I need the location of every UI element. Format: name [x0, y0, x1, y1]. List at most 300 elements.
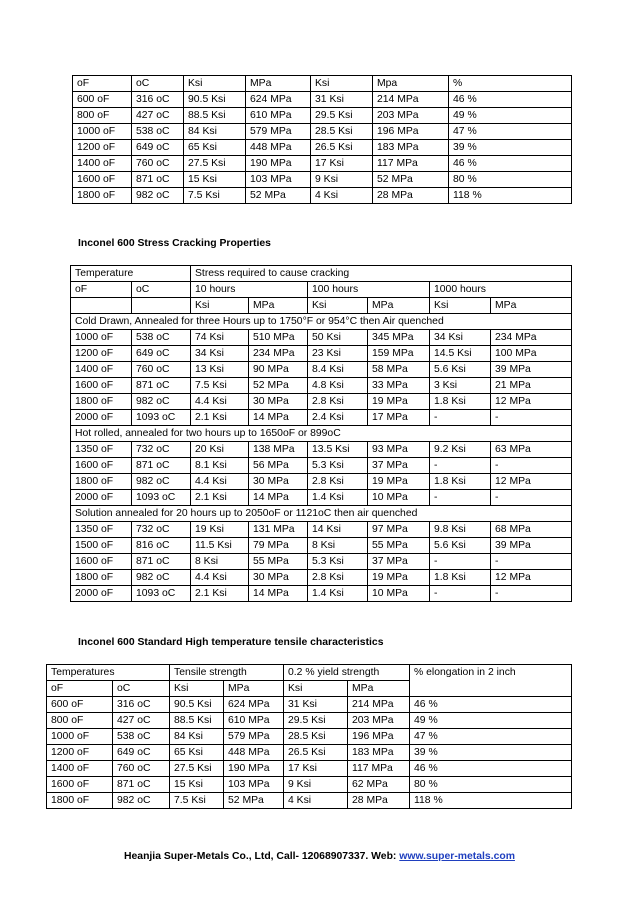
table-cell: 1800 oF [47, 793, 113, 809]
table-cell: - [430, 458, 491, 474]
table-cell: 17 Ksi [284, 761, 348, 777]
tensile-heading: Inconel 600 Standard High temperature tensile characteristics [78, 637, 384, 648]
properties-table-body [73, 76, 572, 204]
table-cell: 2000 oF [71, 490, 132, 506]
table-cell: 88.5 Ksi [184, 108, 246, 124]
table-cell: 10 MPa [368, 586, 430, 602]
table-cell: 1093 oC [132, 410, 191, 426]
table-cell: 31 Ksi [311, 92, 373, 108]
table-cell: 74 Ksi [191, 330, 249, 346]
table-cell: 4.4 Ksi [191, 394, 249, 410]
table-cell: 732 oC [132, 442, 191, 458]
of-header: oF [71, 282, 132, 298]
table-cell: 118 % [449, 188, 572, 204]
table-cell: 1200 oF [73, 140, 132, 156]
table-row [71, 442, 572, 458]
stress-cracking-heading: Inconel 600 Stress Cracking Properties [78, 238, 271, 249]
table-cell: 14 MPa [249, 586, 308, 602]
table-cell: 28.5 Ksi [284, 729, 348, 745]
unit-cell: MPa [368, 298, 430, 314]
table-cell: 56 MPa [249, 458, 308, 474]
table-cell: 1400 oF [47, 761, 113, 777]
table-cell: 5.6 Ksi [430, 362, 491, 378]
table-row [71, 522, 572, 538]
table-cell: 26.5 Ksi [284, 745, 348, 761]
table-cell: 1093 oC [132, 586, 191, 602]
table-cell: 62 MPa [348, 777, 410, 793]
unit-cell: Ksi [191, 298, 249, 314]
table-cell: - [491, 490, 572, 506]
table-row [71, 458, 572, 474]
table-cell: 11.5 Ksi [191, 538, 249, 554]
stress-header: Stress required to cause cracking [191, 266, 572, 282]
table-cell: 7.5 Ksi [170, 793, 224, 809]
table-cell: 14 Ksi [308, 522, 368, 538]
table-cell: 760 oC [132, 362, 191, 378]
table-cell: 8 Ksi [308, 538, 368, 554]
table-row [71, 394, 572, 410]
table-cell: 538 oC [132, 124, 184, 140]
table-cell: 19 MPa [368, 474, 430, 490]
table-cell: 10 MPa [368, 490, 430, 506]
table-cell: 4.4 Ksi [191, 474, 249, 490]
table-cell: 33 MPa [368, 378, 430, 394]
table-row [47, 793, 572, 809]
table-cell: 14 MPa [249, 490, 308, 506]
table-row [73, 92, 572, 108]
table-cell: 4 Ksi [311, 188, 373, 204]
unit-cell: oF [47, 681, 113, 697]
table-cell: 316 oC [113, 697, 170, 713]
table-cell: 1800 oF [73, 188, 132, 204]
table-cell: 1093 oC [132, 490, 191, 506]
table-row [73, 188, 572, 204]
table-cell: - [491, 410, 572, 426]
table-cell: 19 Ksi [191, 522, 249, 538]
table-row [71, 474, 572, 490]
table-cell: 50 Ksi [308, 330, 368, 346]
table-cell: 46 % [410, 697, 572, 713]
table-cell: 84 Ksi [170, 729, 224, 745]
h100-header: 100 hours [308, 282, 430, 298]
table-cell: 1.4 Ksi [308, 490, 368, 506]
table-cell: 196 MPa [373, 124, 449, 140]
header-cell: Mpa [373, 76, 449, 92]
table-cell: 19 MPa [368, 570, 430, 586]
table-cell: 203 MPa [373, 108, 449, 124]
unit-cell: MPa [348, 681, 410, 697]
table-cell: 1600 oF [71, 378, 132, 394]
table-cell: - [430, 586, 491, 602]
table-cell: 14.5 Ksi [430, 346, 491, 362]
temperatures-header: Temperatures [47, 665, 170, 681]
unit-cell: Ksi [430, 298, 491, 314]
table-cell: 649 oC [113, 745, 170, 761]
table-row [71, 490, 572, 506]
table-cell: 1600 oF [71, 458, 132, 474]
table-header-row [71, 266, 572, 282]
table-cell: 63 MPa [491, 442, 572, 458]
empty-cell [132, 298, 191, 314]
table-cell: 80 % [410, 777, 572, 793]
table-row [71, 538, 572, 554]
table-cell: 203 MPa [348, 713, 410, 729]
table-cell: 234 MPa [491, 330, 572, 346]
table-cell: 100 MPa [491, 346, 572, 362]
table-row [73, 172, 572, 188]
table-cell: 2.8 Ksi [308, 570, 368, 586]
table-header-row [71, 282, 572, 298]
table-cell: 26.5 Ksi [311, 140, 373, 156]
table-cell: 871 oC [132, 554, 191, 570]
group-title: Hot rolled, annealed for two hours up to 1650oF or 899oC [71, 426, 572, 442]
table-cell: 7.5 Ksi [184, 188, 246, 204]
table-cell: 12 MPa [491, 474, 572, 490]
table-cell: 79 MPa [249, 538, 308, 554]
table-cell: 982 oC [132, 474, 191, 490]
properties-table [72, 75, 572, 204]
table-cell: 23 Ksi [308, 346, 368, 362]
table-cell: 2.8 Ksi [308, 394, 368, 410]
group-title: Solution annealed for 20 hours up to 2050oF or 1121oC then air quenched [71, 506, 572, 522]
table-cell: 28.5 Ksi [311, 124, 373, 140]
table-cell: 1600 oF [71, 554, 132, 570]
table-cell: 65 Ksi [170, 745, 224, 761]
table-cell: 760 oC [113, 761, 170, 777]
table-cell: 1800 oF [71, 570, 132, 586]
table-cell: - [491, 554, 572, 570]
website-link[interactable]: www.super-metals.com [399, 851, 515, 862]
table-cell: 1200 oF [71, 346, 132, 362]
oc-header: oC [132, 282, 191, 298]
table-cell: 8.1 Ksi [191, 458, 249, 474]
table-cell: - [430, 554, 491, 570]
table-cell: 190 MPa [224, 761, 284, 777]
table-cell: 15 Ksi [184, 172, 246, 188]
table-cell: 39 MPa [491, 538, 572, 554]
footer [0, 851, 639, 862]
unit-cell: MPa [249, 298, 308, 314]
table-cell: 117 MPa [373, 156, 449, 172]
table-cell: 52 MPa [373, 172, 449, 188]
table-cell: 345 MPa [368, 330, 430, 346]
table-cell: 183 MPa [373, 140, 449, 156]
table-cell: 1350 oF [71, 522, 132, 538]
table-row [73, 156, 572, 172]
table-cell: 624 MPa [224, 697, 284, 713]
stress-cracking-table-body [71, 266, 572, 602]
table-row [71, 378, 572, 394]
table-row [47, 777, 572, 793]
table-cell: 55 MPa [249, 554, 308, 570]
table-cell: - [430, 410, 491, 426]
table-cell: 649 oC [132, 346, 191, 362]
table-cell: 4 Ksi [284, 793, 348, 809]
table-cell: 1.8 Ksi [430, 570, 491, 586]
header-cell: oC [132, 76, 184, 92]
table-cell: 871 oC [132, 458, 191, 474]
table-cell: 816 oC [132, 538, 191, 554]
table-cell: 80 % [449, 172, 572, 188]
table-cell: 27.5 Ksi [184, 156, 246, 172]
table-cell: 27.5 Ksi [170, 761, 224, 777]
table-cell: 760 oC [132, 156, 184, 172]
footer-text: Heanjia Super-Metals Co., Ltd, Call- 12068907337. Web: [124, 851, 400, 862]
table-cell: 2.8 Ksi [308, 474, 368, 490]
table-cell: 1.4 Ksi [308, 586, 368, 602]
table-cell: 13 Ksi [191, 362, 249, 378]
table-cell: 1350 oF [71, 442, 132, 458]
group-title: Cold Drawn, Annealed for three Hours up to 1750°F or 954°C then Air quenched [71, 314, 572, 330]
table-cell: 28 MPa [348, 793, 410, 809]
table-cell: 46 % [410, 761, 572, 777]
yield-strength-header: 0.2 % yield strength [284, 665, 410, 681]
table-cell: 12 MPa [491, 394, 572, 410]
table-cell: 1.8 Ksi [430, 394, 491, 410]
table-cell: 5.3 Ksi [308, 554, 368, 570]
table-row [73, 108, 572, 124]
table-cell: 159 MPa [368, 346, 430, 362]
table-cell: 9.8 Ksi [430, 522, 491, 538]
table-cell: 1400 oF [71, 362, 132, 378]
table-cell: 39 MPa [491, 362, 572, 378]
table-cell: 49 % [449, 108, 572, 124]
table-cell: 196 MPa [348, 729, 410, 745]
table-cell: 510 MPa [249, 330, 308, 346]
table-cell: 1800 oF [71, 394, 132, 410]
table-cell: 39 % [449, 140, 572, 156]
table-row [71, 570, 572, 586]
table-cell: 1000 oF [71, 330, 132, 346]
table-cell: 49 % [410, 713, 572, 729]
table-cell: 600 oF [73, 92, 132, 108]
table-header-row [73, 76, 572, 92]
table-cell: 90.5 Ksi [170, 697, 224, 713]
table-cell: 103 MPa [224, 777, 284, 793]
header-cell: Ksi [311, 76, 373, 92]
table-cell: 9.2 Ksi [430, 442, 491, 458]
table-cell: 30 MPa [249, 570, 308, 586]
table-row [73, 124, 572, 140]
table-cell: 15 Ksi [170, 777, 224, 793]
table-cell: 2.1 Ksi [191, 490, 249, 506]
table-cell: 2000 oF [71, 586, 132, 602]
h10-header: 10 hours [191, 282, 308, 298]
table-cell: 9 Ksi [284, 777, 348, 793]
header-cell: MPa [246, 76, 311, 92]
table-cell: 1400 oF [73, 156, 132, 172]
tensile-table-body [47, 665, 572, 809]
table-cell: 214 MPa [348, 697, 410, 713]
table-cell: 88.5 Ksi [170, 713, 224, 729]
table-cell: 610 MPa [224, 713, 284, 729]
table-cell: 538 oC [113, 729, 170, 745]
unit-cell: Ksi [284, 681, 348, 697]
table-cell: 46 % [449, 92, 572, 108]
h1000-header: 1000 hours [430, 282, 572, 298]
table-cell: 732 oC [132, 522, 191, 538]
table-row [71, 554, 572, 570]
table-row [47, 761, 572, 777]
tensile-strength-header: Tensile strength [170, 665, 284, 681]
table-cell: 52 MPa [249, 378, 308, 394]
header-cell: % [449, 76, 572, 92]
table-cell: 600 oF [47, 697, 113, 713]
table-cell: 982 oC [132, 570, 191, 586]
table-cell: 55 MPa [368, 538, 430, 554]
table-cell: 68 MPa [491, 522, 572, 538]
table-row [71, 330, 572, 346]
table-cell: 29.5 Ksi [284, 713, 348, 729]
table-cell: 183 MPa [348, 745, 410, 761]
table-cell: 90 MPa [249, 362, 308, 378]
table-cell: 1500 oF [71, 538, 132, 554]
table-cell: 97 MPa [368, 522, 430, 538]
table-row [71, 362, 572, 378]
table-cell: 47 % [410, 729, 572, 745]
table-cell: 20 Ksi [191, 442, 249, 458]
table-cell: 871 oC [132, 378, 191, 394]
table-cell: 2000 oF [71, 410, 132, 426]
table-row [71, 586, 572, 602]
table-cell: 2.4 Ksi [308, 410, 368, 426]
table-cell: 29.5 Ksi [311, 108, 373, 124]
table-cell: 93 MPa [368, 442, 430, 458]
table-cell: 1600 oF [73, 172, 132, 188]
table-cell: 982 oC [132, 394, 191, 410]
table-cell: 871 oC [132, 172, 184, 188]
table-cell: 427 oC [132, 108, 184, 124]
table-cell: 138 MPa [249, 442, 308, 458]
table-cell: 14 MPa [249, 410, 308, 426]
table-row [71, 410, 572, 426]
table-cell: 131 MPa [249, 522, 308, 538]
table-header-row [71, 298, 572, 314]
table-cell: 448 MPa [246, 140, 311, 156]
table-cell: 800 oF [47, 713, 113, 729]
tensile-table [46, 664, 572, 809]
table-row [73, 140, 572, 156]
table-cell: 37 MPa [368, 554, 430, 570]
table-cell: 1200 oF [47, 745, 113, 761]
table-cell: 316 oC [132, 92, 184, 108]
table-row [47, 697, 572, 713]
table-cell: 1000 oF [47, 729, 113, 745]
group-title-row [71, 426, 572, 442]
table-cell: 47 % [449, 124, 572, 140]
table-cell: 65 Ksi [184, 140, 246, 156]
table-cell: 448 MPa [224, 745, 284, 761]
table-cell: 190 MPa [246, 156, 311, 172]
unit-cell: Ksi [308, 298, 368, 314]
table-cell: 4.4 Ksi [191, 570, 249, 586]
table-cell: 34 Ksi [430, 330, 491, 346]
table-cell: 982 oC [132, 188, 184, 204]
table-cell: 214 MPa [373, 92, 449, 108]
table-cell: 3 Ksi [430, 378, 491, 394]
unit-cell: Ksi [170, 681, 224, 697]
unit-cell: MPa [491, 298, 572, 314]
table-cell: 31 Ksi [284, 697, 348, 713]
table-cell: 1.8 Ksi [430, 474, 491, 490]
table-cell: 28 MPa [373, 188, 449, 204]
unit-cell: MPa [224, 681, 284, 697]
table-row [71, 346, 572, 362]
table-row [47, 745, 572, 761]
table-cell: 19 MPa [368, 394, 430, 410]
group-title-row [71, 314, 572, 330]
table-cell: 13.5 Ksi [308, 442, 368, 458]
table-cell: 103 MPa [246, 172, 311, 188]
table-cell: 84 Ksi [184, 124, 246, 140]
table-cell: 17 Ksi [311, 156, 373, 172]
table-cell: 1600 oF [47, 777, 113, 793]
group-title-row [71, 506, 572, 522]
table-cell: 610 MPa [246, 108, 311, 124]
table-cell: 46 % [449, 156, 572, 172]
table-cell: 579 MPa [224, 729, 284, 745]
table-cell: 8 Ksi [191, 554, 249, 570]
table-cell: 90.5 Ksi [184, 92, 246, 108]
table-cell: 2.1 Ksi [191, 586, 249, 602]
table-cell: - [491, 458, 572, 474]
elongation-header: % elongation in 2 inch [410, 665, 572, 697]
empty-cell [71, 298, 132, 314]
table-cell: 427 oC [113, 713, 170, 729]
table-cell: 37 MPa [368, 458, 430, 474]
table-cell: 5.6 Ksi [430, 538, 491, 554]
table-cell: - [430, 490, 491, 506]
table-cell: 871 oC [113, 777, 170, 793]
table-cell: 982 oC [113, 793, 170, 809]
table-cell: 34 Ksi [191, 346, 249, 362]
table-cell: 30 MPa [249, 474, 308, 490]
table-cell: 9 Ksi [311, 172, 373, 188]
table-cell: 52 MPa [246, 188, 311, 204]
unit-cell: oC [113, 681, 170, 697]
table-cell: - [491, 586, 572, 602]
table-cell: 624 MPa [246, 92, 311, 108]
table-cell: 5.3 Ksi [308, 458, 368, 474]
table-cell: 2.1 Ksi [191, 410, 249, 426]
table-cell: 17 MPa [368, 410, 430, 426]
table-cell: 30 MPa [249, 394, 308, 410]
table-cell: 117 MPa [348, 761, 410, 777]
table-header-row [47, 665, 572, 681]
table-row [47, 713, 572, 729]
table-cell: 800 oF [73, 108, 132, 124]
header-cell: oF [73, 76, 132, 92]
table-cell: 118 % [410, 793, 572, 809]
table-cell: 7.5 Ksi [191, 378, 249, 394]
table-cell: 649 oC [132, 140, 184, 156]
temperature-header: Temperature [71, 266, 191, 282]
table-cell: 538 oC [132, 330, 191, 346]
table-cell: 1800 oF [71, 474, 132, 490]
table-cell: 8.4 Ksi [308, 362, 368, 378]
table-cell: 39 % [410, 745, 572, 761]
table-row [47, 729, 572, 745]
table-cell: 12 MPa [491, 570, 572, 586]
table-cell: 1000 oF [73, 124, 132, 140]
header-cell: Ksi [184, 76, 246, 92]
table-cell: 234 MPa [249, 346, 308, 362]
table-cell: 52 MPa [224, 793, 284, 809]
table-cell: 21 MPa [491, 378, 572, 394]
table-cell: 579 MPa [246, 124, 311, 140]
table-cell: 4.8 Ksi [308, 378, 368, 394]
stress-cracking-table [70, 265, 572, 602]
